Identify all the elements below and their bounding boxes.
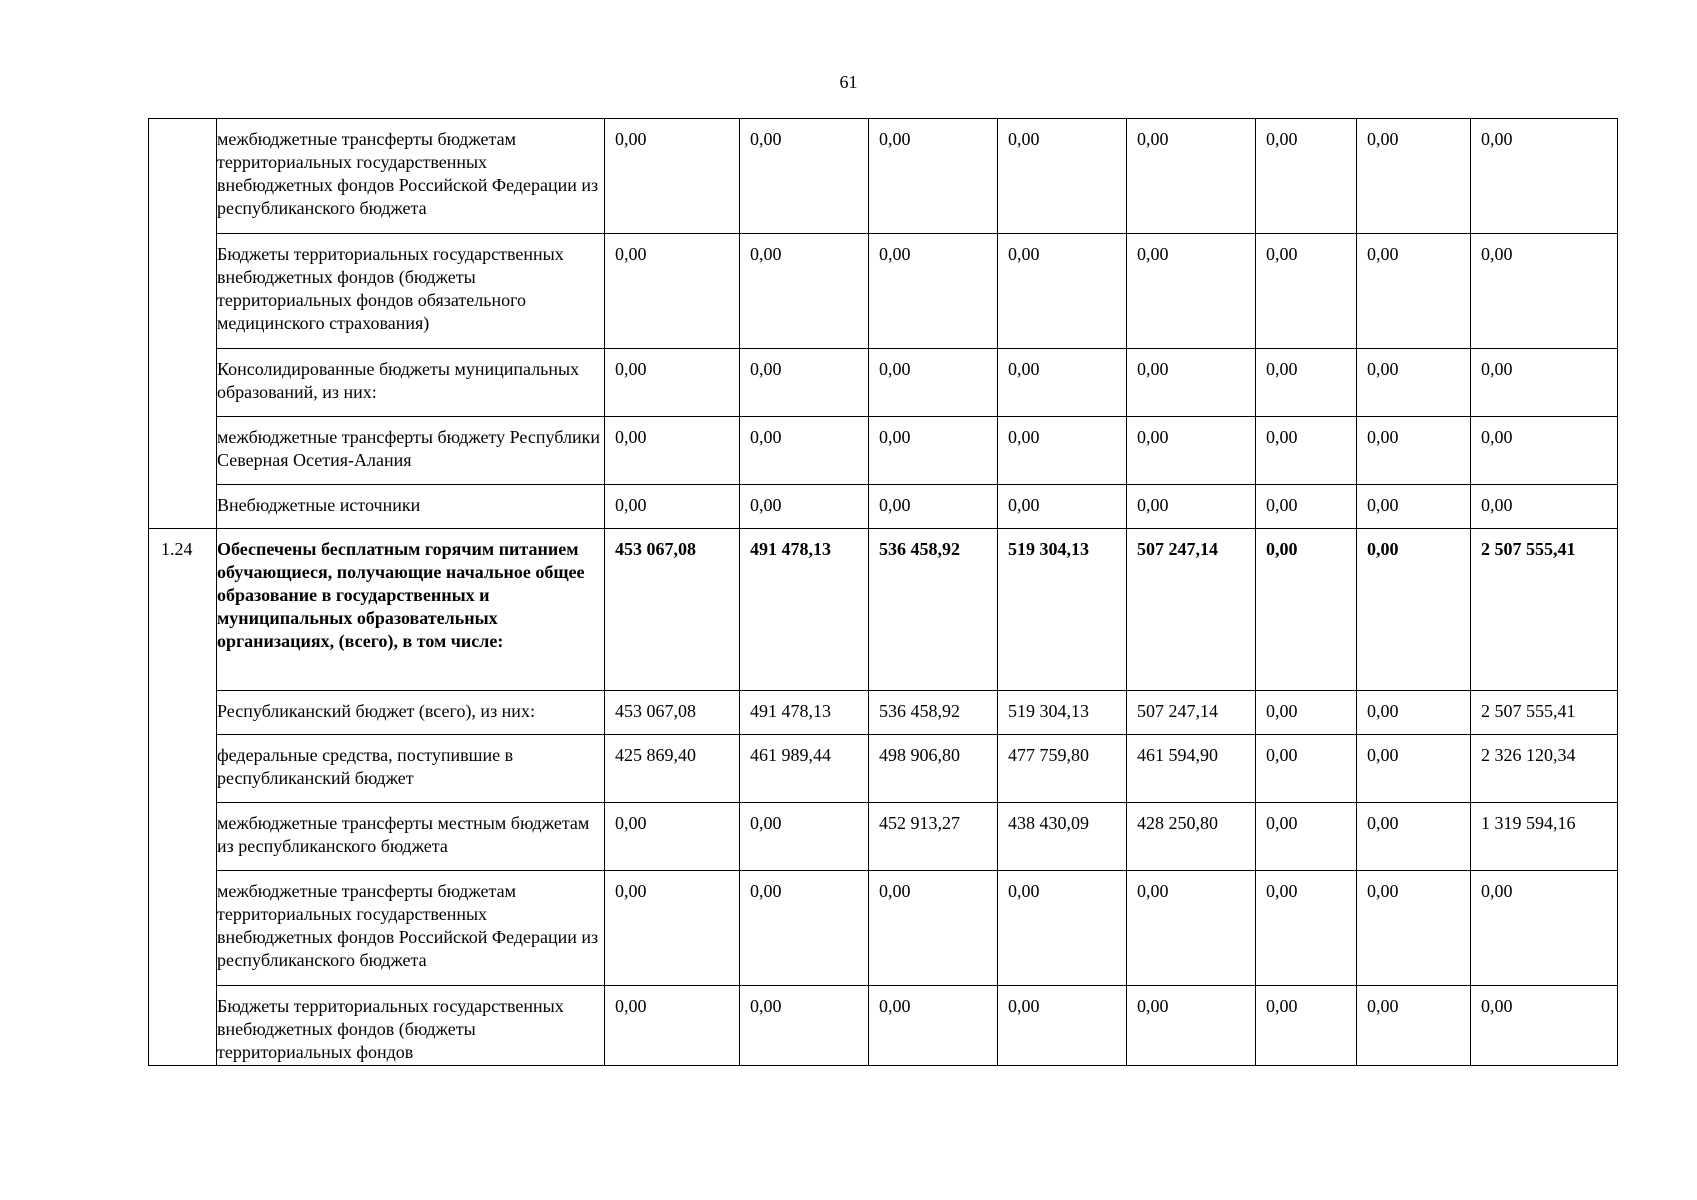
row-label-cell: межбюджетные трансферты бюджету Республики Северная Осетия-Алания (217, 417, 605, 485)
value-cell: 0,00 (1471, 349, 1618, 417)
value-cell: 0,00 (1127, 349, 1256, 417)
value-cell: 0,00 (1357, 485, 1471, 529)
value-cell: 1 319 594,16 (1471, 803, 1618, 871)
value-cell: 0,00 (1256, 803, 1357, 871)
table-row (149, 417, 1618, 485)
value-cell: 0,00 (605, 417, 740, 485)
value-cell: 536 458,92 (869, 529, 998, 691)
value-cell: 425 869,40 (605, 735, 740, 803)
value-cell: 0,00 (605, 803, 740, 871)
value-cell: 0,00 (1357, 871, 1471, 986)
row-index-cell: 1.24 (149, 529, 217, 1066)
value-cell: 0,00 (1256, 119, 1357, 234)
value-cell: 0,00 (1357, 417, 1471, 485)
value-cell: 519 304,13 (998, 691, 1127, 735)
table-row (149, 485, 1618, 529)
row-label-cell: Внебюджетные источники (217, 485, 605, 529)
value-cell: 0,00 (1357, 234, 1471, 349)
value-cell: 0,00 (998, 986, 1127, 1066)
table-row (149, 234, 1618, 349)
value-cell: 0,00 (869, 485, 998, 529)
value-cell: 0,00 (605, 349, 740, 417)
value-cell: 0,00 (869, 349, 998, 417)
value-cell: 0,00 (605, 986, 740, 1066)
value-cell: 0,00 (1357, 986, 1471, 1066)
value-cell: 0,00 (869, 119, 998, 234)
value-cell: 0,00 (998, 349, 1127, 417)
value-cell: 0,00 (740, 485, 869, 529)
value-cell: 0,00 (1471, 234, 1618, 349)
value-cell: 0,00 (740, 803, 869, 871)
row-label-cell: Обеспечены бесплатным горячим питанием обучающиеся, получающие начальное общее образование в государственных и муниципальных образовательных организациях, (всего), в том числе: (217, 529, 605, 691)
table-row (149, 349, 1618, 417)
row-index-cell (149, 119, 217, 529)
table-body (149, 119, 1618, 1066)
value-cell: 0,00 (998, 417, 1127, 485)
value-cell: 477 759,80 (998, 735, 1127, 803)
value-cell: 0,00 (998, 871, 1127, 986)
value-cell: 0,00 (605, 871, 740, 986)
value-cell: 0,00 (1127, 119, 1256, 234)
value-cell: 0,00 (1471, 871, 1618, 986)
value-cell: 507 247,14 (1127, 691, 1256, 735)
value-cell: 0,00 (1256, 871, 1357, 986)
value-cell: 438 430,09 (998, 803, 1127, 871)
value-cell: 0,00 (1357, 803, 1471, 871)
value-cell: 0,00 (869, 986, 998, 1066)
value-cell: 0,00 (869, 417, 998, 485)
value-cell: 0,00 (1357, 691, 1471, 735)
budget-table (148, 118, 1618, 1066)
value-cell: 0,00 (740, 119, 869, 234)
row-label-cell: Республиканский бюджет (всего), из них: (217, 691, 605, 735)
value-cell: 0,00 (1357, 735, 1471, 803)
value-cell: 491 478,13 (740, 529, 869, 691)
value-cell: 0,00 (740, 234, 869, 349)
value-cell: 0,00 (1471, 485, 1618, 529)
value-cell: 0,00 (1256, 735, 1357, 803)
value-cell: 0,00 (1127, 417, 1256, 485)
row-label-cell: федеральные средства, поступившие в республиканский бюджет (217, 735, 605, 803)
value-cell: 0,00 (998, 485, 1127, 529)
value-cell: 453 067,08 (605, 691, 740, 735)
value-cell: 0,00 (740, 417, 869, 485)
value-cell: 0,00 (740, 871, 869, 986)
value-cell: 2 507 555,41 (1471, 691, 1618, 735)
value-cell: 0,00 (740, 349, 869, 417)
value-cell: 2 326 120,34 (1471, 735, 1618, 803)
value-cell: 0,00 (1256, 485, 1357, 529)
value-cell: 507 247,14 (1127, 529, 1256, 691)
value-cell: 428 250,80 (1127, 803, 1256, 871)
value-cell: 0,00 (605, 119, 740, 234)
value-cell: 0,00 (1471, 119, 1618, 234)
value-cell: 453 067,08 (605, 529, 740, 691)
value-cell: 0,00 (1357, 349, 1471, 417)
table-row (149, 871, 1618, 986)
value-cell: 452 913,27 (869, 803, 998, 871)
table-row (149, 986, 1618, 1066)
value-cell: 0,00 (869, 234, 998, 349)
table-row (149, 691, 1618, 735)
value-cell: 0,00 (740, 986, 869, 1066)
value-cell: 491 478,13 (740, 691, 869, 735)
value-cell: 0,00 (998, 119, 1127, 234)
value-cell: 536 458,92 (869, 691, 998, 735)
value-cell: 461 989,44 (740, 735, 869, 803)
value-cell: 0,00 (1256, 691, 1357, 735)
table-row (149, 803, 1618, 871)
value-cell: 0,00 (1256, 529, 1357, 691)
table-row (149, 119, 1618, 234)
value-cell: 0,00 (1127, 234, 1256, 349)
row-label-cell: Бюджеты территориальных государственных внебюджетных фондов (бюджеты территориальных фондов (217, 986, 605, 1066)
value-cell: 0,00 (869, 871, 998, 986)
value-cell: 0,00 (1256, 417, 1357, 485)
value-cell: 0,00 (1471, 417, 1618, 485)
value-cell: 0,00 (605, 485, 740, 529)
value-cell: 0,00 (1256, 234, 1357, 349)
value-cell: 0,00 (1127, 485, 1256, 529)
value-cell: 0,00 (1256, 349, 1357, 417)
value-cell: 519 304,13 (998, 529, 1127, 691)
value-cell: 2 507 555,41 (1471, 529, 1618, 691)
value-cell: 0,00 (1127, 986, 1256, 1066)
table-row (149, 735, 1618, 803)
value-cell: 0,00 (1127, 871, 1256, 986)
value-cell: 0,00 (1357, 119, 1471, 234)
value-cell: 0,00 (1471, 986, 1618, 1066)
page-number: 61 (839, 72, 858, 92)
row-label-cell: межбюджетные трансферты местным бюджетам из республиканского бюджета (217, 803, 605, 871)
row-label-cell: межбюджетные трансферты бюджетам территориальных государственных внебюджетных фондов Российской Федерации из республиканского бюджета (217, 119, 605, 234)
value-cell: 0,00 (998, 234, 1127, 349)
value-cell: 0,00 (1256, 986, 1357, 1066)
table-row (149, 529, 1618, 691)
row-label-cell: межбюджетные трансферты бюджетам территориальных государственных внебюджетных фондов Российской Федерации из республиканского бюджета (217, 871, 605, 986)
value-cell: 461 594,90 (1127, 735, 1256, 803)
value-cell: 0,00 (1357, 529, 1471, 691)
value-cell: 0,00 (605, 234, 740, 349)
row-label-cell: Консолидированные бюджеты муниципальных образований, из них: (217, 349, 605, 417)
row-label-cell: Бюджеты территориальных государственных внебюджетных фондов (бюджеты территориальных фондов обязательного медицинского страхования) (217, 234, 605, 349)
value-cell: 498 906,80 (869, 735, 998, 803)
